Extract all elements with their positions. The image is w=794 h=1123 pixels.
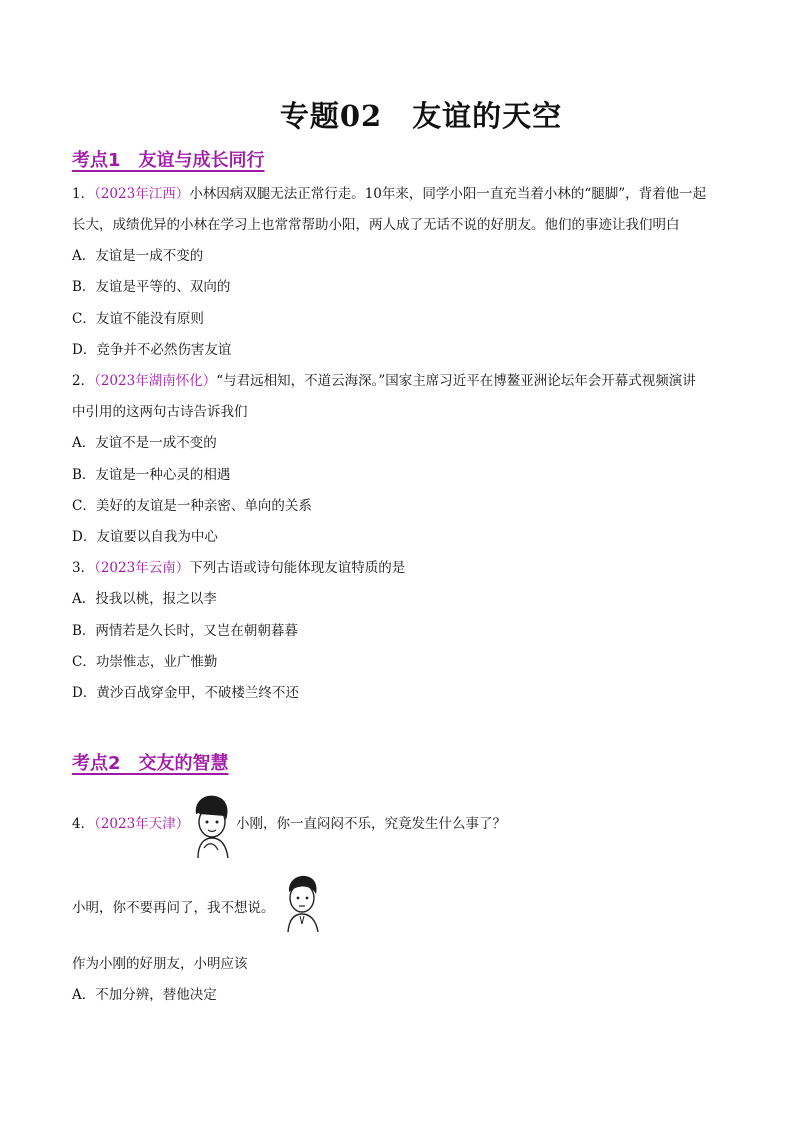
question-1-stem-line1 xyxy=(72,184,732,204)
question-source: （2023年江西） xyxy=(94,186,190,202)
question-text: 小林因病双腿无法正常行走。10年来，同学小阳一直充当着小林的“腿脚”，背着他一起 xyxy=(189,186,707,202)
question-3-option-a: A．投我以桃，报之以李 xyxy=(72,591,217,607)
question-1-option-b: B．友谊是平等的、双向的 xyxy=(72,279,231,295)
question-1-option-c: C．友谊不能没有原则 xyxy=(72,311,204,327)
section-heading-1: 考点1 友谊与成长同行 xyxy=(72,150,265,171)
section-heading-2: 考点2 交友的智慧 xyxy=(72,753,229,774)
question-1-option-d: D．竞争并不必然伤害友谊 xyxy=(72,342,232,358)
page-title: 专题02 友谊的天空 xyxy=(279,99,563,133)
boy-illustration-icon xyxy=(188,792,234,860)
question-2-option-d: D．友谊要以自我为中心 xyxy=(72,529,218,545)
question-1-option-a: A．友谊是一成不变的 xyxy=(72,248,204,264)
question-number: 1． xyxy=(72,186,95,202)
question-source: （2023年湖南怀化） xyxy=(94,373,217,389)
question-text: 下列古语或诗句能体现友谊特质的是 xyxy=(189,560,406,576)
question-3-option-d: D．黄沙百战穿金甲，不破楼兰终不还 xyxy=(72,685,299,701)
speech-xiaogang: 小刚，你一直闷闷不乐，究竟发生什么事了？ xyxy=(236,816,506,832)
question-number: 2． xyxy=(72,373,95,389)
question-2-option-c: C．美好的友谊是一种亲密、单向的关系 xyxy=(72,498,312,514)
question-2-stem-line1 xyxy=(72,371,732,391)
question-number: 4． xyxy=(72,816,95,832)
question-4-option-a: A．不加分辨，替他决定 xyxy=(72,987,217,1003)
question-3-option-c: C．功崇惟志，业广惟勤 xyxy=(72,654,218,670)
question-source: （2023年天津） xyxy=(94,816,190,832)
question-source: （2023年云南） xyxy=(94,560,190,576)
question-2-stem-line2: 中引用的这两句古诗告诉我们 xyxy=(72,404,248,420)
question-2-option-a: A．友谊不是一成不变的 xyxy=(72,435,217,451)
question-4-stem: 作为小刚的好朋友，小明应该 xyxy=(72,956,248,972)
question-number: 3． xyxy=(72,560,95,576)
question-3-stem-line1 xyxy=(72,558,732,578)
question-1-stem-line2: 长大，成绩优异的小林在学习上也常常帮助小阳，两人成了无话不说的好朋友。他们的事迹让我们明白 xyxy=(72,217,680,233)
speech-xiaoming: 小明，你不要再问了，我不想说。 xyxy=(72,900,275,916)
question-text: “与君远相知，不道云海深。”国家主席习近平在博鳌亚洲论坛年会开幕式视频演讲 xyxy=(216,373,696,389)
question-2-option-b: B．友谊是一种心灵的相遇 xyxy=(72,467,231,483)
boy-illustration-icon xyxy=(280,872,324,934)
question-3-option-b: B．两情若是久长时，又岂在朝朝暮暮 xyxy=(72,623,298,639)
